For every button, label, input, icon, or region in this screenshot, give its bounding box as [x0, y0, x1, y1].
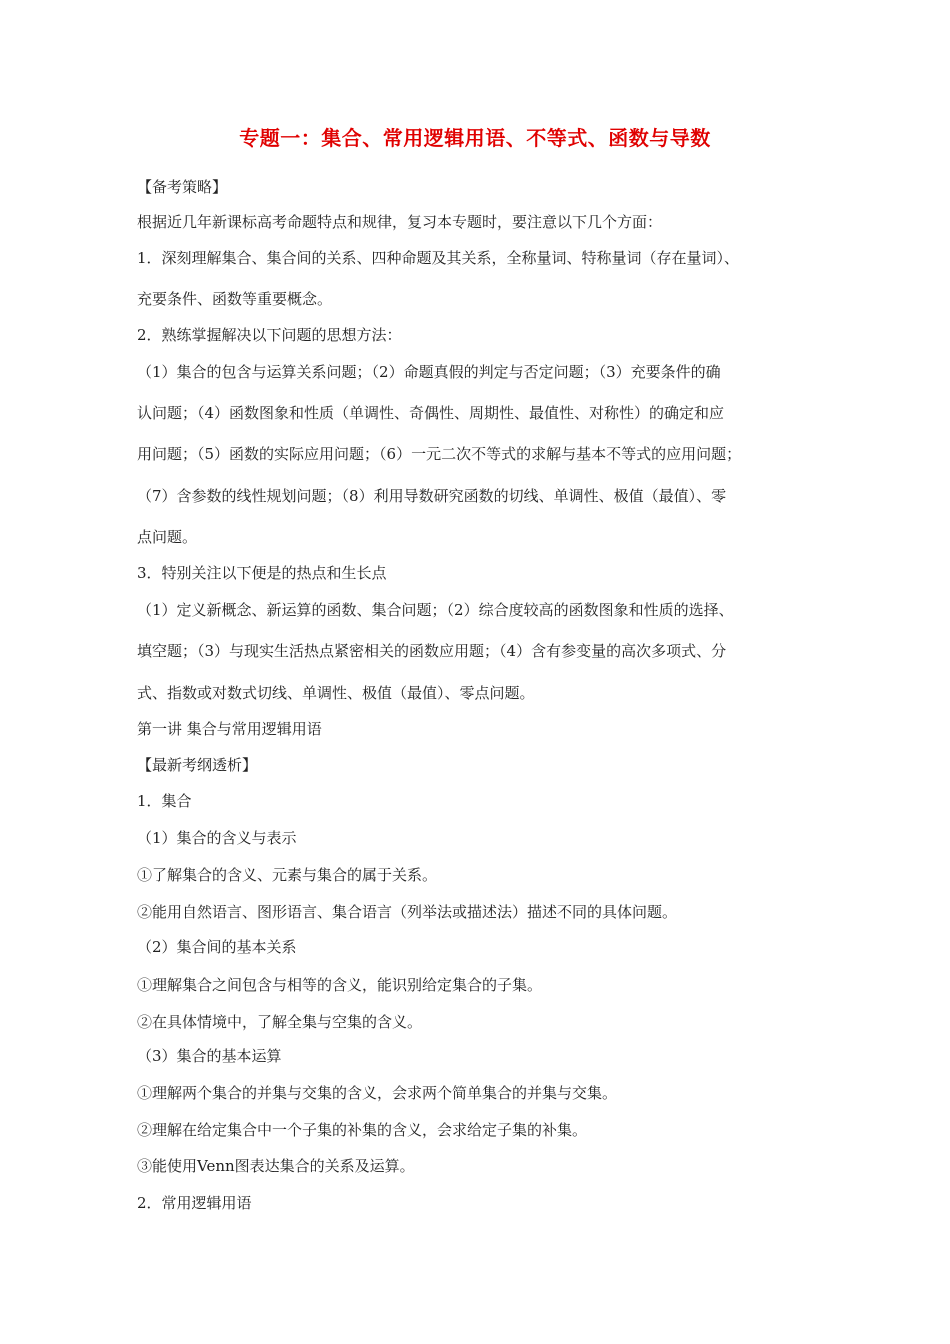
paragraph-line: 3．特别关注以下便是的热点和生长点 — [137, 564, 387, 582]
list-item: ②理解在给定集合中一个子集的补集的含义，会求给定子集的补集。 — [137, 1121, 588, 1139]
list-item: ②在具体情境中，了解全集与空集的含义。 — [137, 1013, 423, 1031]
paragraph-line: 认问题；（4）函数图象和性质（单调性、奇偶性、周期性、最值性、对称性）的确定和应 — [137, 404, 725, 422]
list-item: ③能使用Venn图表达集合的关系及运算。 — [137, 1157, 415, 1175]
list-item: ①理解两个集合的并集与交集的含义，会求两个简单集合的并集与交集。 — [137, 1084, 618, 1102]
list-item: 2．常用逻辑用语 — [137, 1194, 252, 1212]
list-item: （3）集合的基本运算 — [137, 1047, 282, 1065]
section-heading-strategy: 【备考策略】 — [137, 178, 228, 196]
list-item: 1．集合 — [137, 792, 192, 810]
paragraph-line: 点问题。 — [137, 528, 198, 546]
document-title: 专题一：集合、常用逻辑用语、不等式、函数与导数 — [239, 126, 711, 150]
paragraph-line: 1．深刻理解集合、集合间的关系、四种命题及其关系，全称量词、特称量词（存在量词）、 — [137, 249, 740, 267]
paragraph-line: 根据近几年新课标高考命题特点和规律，复习本专题时，要注意以下几个方面： — [137, 213, 663, 231]
paragraph-line: 用问题；（5）函数的实际应用问题；（6）一元二次不等式的求解与基本不等式的应用问题； — [137, 445, 742, 463]
list-item: ②能用自然语言、图形语言、集合语言（列举法或描述法）描述不同的具体问题。 — [137, 903, 678, 921]
lecture-heading: 第一讲 集合与常用逻辑用语 — [137, 720, 322, 738]
paragraph-line: （7）含参数的线性规划问题；（8）利用导数研究函数的切线、单调性、极值（最值）、零 — [137, 487, 727, 505]
list-item: ①了解集合的含义、元素与集合的属于关系。 — [137, 866, 438, 884]
paragraph-line: 2．熟练掌握解决以下问题的思想方法： — [137, 326, 402, 344]
section-heading-syllabus: 【最新考纲透析】 — [137, 756, 258, 774]
paragraph-line: （1）定义新概念、新运算的函数、集合问题；（2）综合度较高的函数图象和性质的选择、 — [137, 601, 734, 619]
paragraph-line: 填空题；（3）与现实生活热点紧密相关的函数应用题；（4）含有参变量的高次多项式、分 — [137, 642, 727, 660]
paragraph-line: （1）集合的包含与运算关系问题；（2）命题真假的判定与否定问题；（3）充要条件的确 — [137, 363, 721, 381]
paragraph-line: 充要条件、函数等重要概念。 — [137, 290, 333, 308]
list-item: （2）集合间的基本关系 — [137, 938, 297, 956]
list-item: （1）集合的含义与表示 — [137, 829, 297, 847]
list-item: ①理解集合之间包含与相等的含义，能识别给定集合的子集。 — [137, 976, 543, 994]
paragraph-line: 式、指数或对数式切线、单调性、极值（最值）、零点问题。 — [137, 684, 535, 702]
